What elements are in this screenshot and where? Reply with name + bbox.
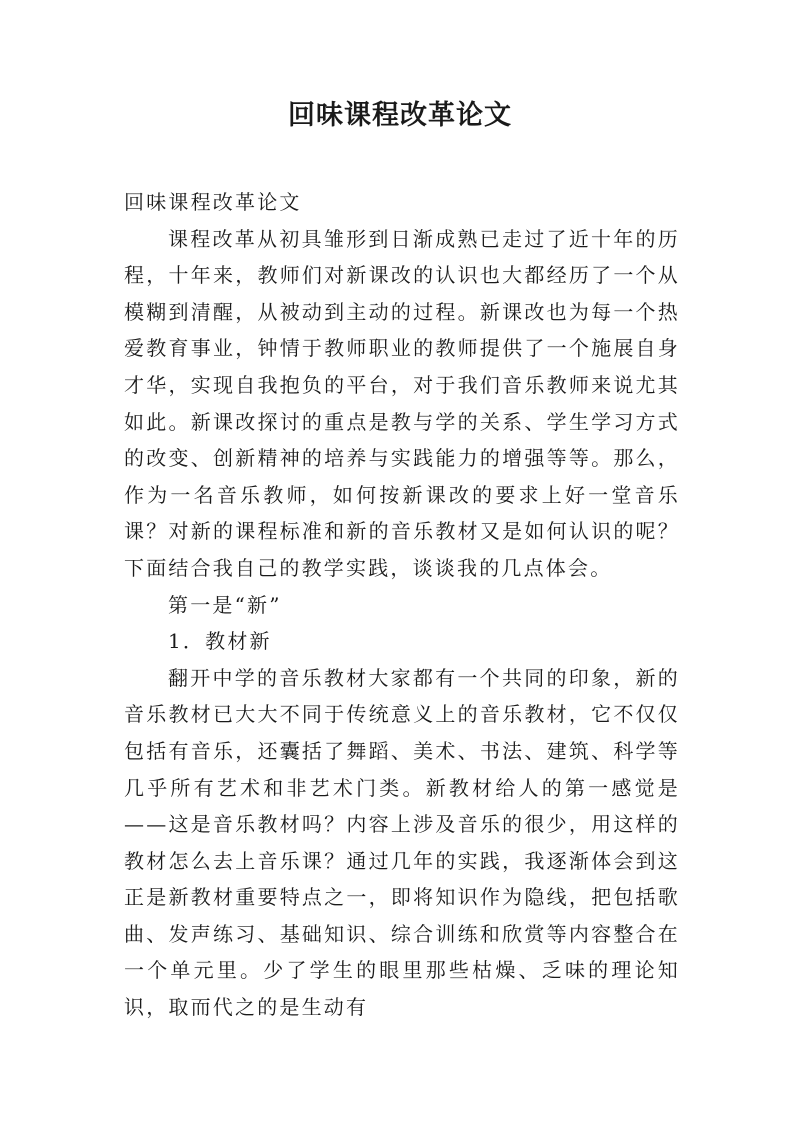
document-subtitle: 回味课程改革论文 xyxy=(124,190,302,214)
document-body xyxy=(124,184,680,1026)
document-title: 回味课程改革论文 xyxy=(288,100,512,131)
paragraph-intro: 课程改革从初具雏形到日渐成熟已走过了近十年的历程，十年来，教师们对新课改的认识也大都经历了一个从模糊到清醒，从被动到主动的过程。新课改也为每一个热爱教育事业，钟情于教师职业的教师提供了一个施展自身才华，实现自我抱负的平台，对于我们音乐教师来说尤其如此。新课改探讨的重点是教与学的关系、学生学习方式的改变、创新精神的培养与实践能力的增强等等。那么，作为一名音乐教师，如何按新课改的要求上好一堂音乐课？对新的课程标准和新的音乐教材又是如何认识的呢？下面结合我自己的教学实践，谈谈我的几点体会。 xyxy=(124,226,680,580)
paragraph-textbook: 翻开中学的音乐教材大家都有一个共同的印象，新的音乐教材已大大不同于传统意义上的音乐教材，它不仅仅包括有音乐，还囊括了舞蹈、美术、书法、建筑、科学等几乎所有艺术和非艺术门类。新教材给人的第一感觉是——这是音乐教材吗？内容上涉及音乐的很少，用这样的教材怎么去上音乐课？通过几年的实践，我逐渐体会到这正是新教材重要特点之一，即将知识作为隐线，把包括歌曲、发声练习、基础知识、综合训练和欣赏等内容整合在一个单元里。少了学生的眼里那些枯燥、乏味的理论知识，取而代之的是生动有 xyxy=(124,665,680,1020)
section-heading-new: 第一是“新” xyxy=(168,592,282,617)
subsection-heading-textbook: 1．教材新 xyxy=(168,629,272,654)
